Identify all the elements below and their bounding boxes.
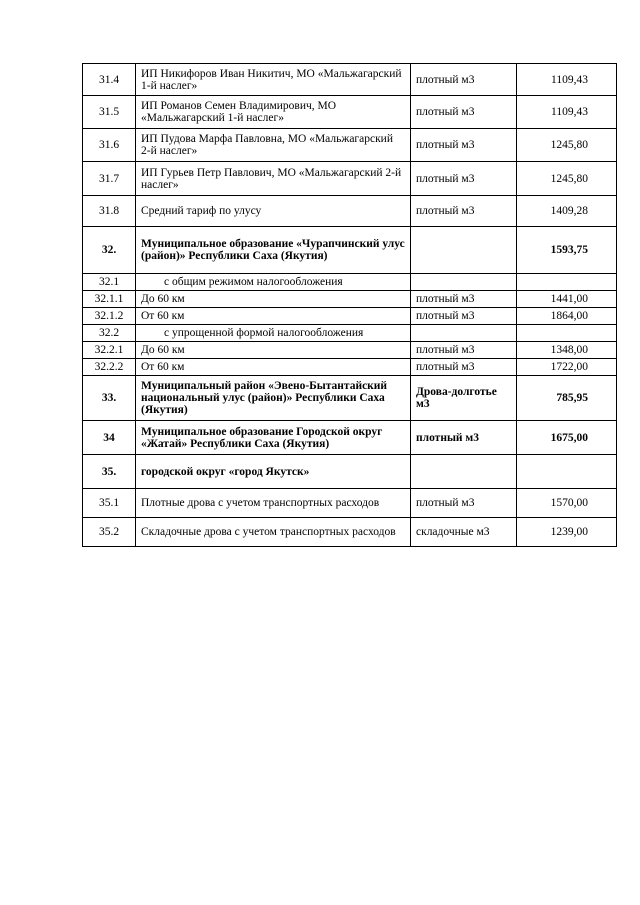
row-name-cell: Средний тариф по улусу xyxy=(136,196,411,227)
table-row xyxy=(83,227,617,274)
row-value-cell: 1109,43 xyxy=(517,64,617,96)
table-row xyxy=(83,162,617,196)
row-number-cell: 35.2 xyxy=(83,518,136,547)
row-unit-cell: плотный м3 xyxy=(411,421,517,455)
row-name-cell: ИП Романов Семен Владимирович, МО «Мальжагарский 1-й наслег» xyxy=(136,96,411,129)
table-row xyxy=(83,455,617,489)
row-name-cell: ИП Никифоров Иван Никитич, МО «Мальжагарский 1-й наслег» xyxy=(136,64,411,96)
row-value-cell xyxy=(517,274,617,291)
row-name-cell: До 60 км xyxy=(136,342,411,359)
table-row xyxy=(83,376,617,421)
row-number-cell: 32.2.1 xyxy=(83,342,136,359)
row-value-cell: 785,95 xyxy=(517,376,617,421)
row-value-cell: 1570,00 xyxy=(517,489,617,518)
row-name-cell: Складочные дрова с учетом транспортных расходов xyxy=(136,518,411,547)
row-unit-cell: плотный м3 xyxy=(411,291,517,308)
row-value-cell xyxy=(517,325,617,342)
row-number-cell: 32. xyxy=(83,227,136,274)
row-unit-cell: плотный м3 xyxy=(411,64,517,96)
row-number-cell: 31.7 xyxy=(83,162,136,196)
row-number-cell: 31.6 xyxy=(83,129,136,162)
table-row xyxy=(83,64,617,96)
row-value-cell: 1245,80 xyxy=(517,129,617,162)
row-value-cell xyxy=(517,455,617,489)
table-row xyxy=(83,291,617,308)
row-value-cell: 1675,00 xyxy=(517,421,617,455)
row-name-cell: От 60 км xyxy=(136,308,411,325)
row-unit-cell: складочные м3 xyxy=(411,518,517,547)
row-unit-cell: плотный м3 xyxy=(411,129,517,162)
row-value-cell: 1348,00 xyxy=(517,342,617,359)
table-row xyxy=(83,325,617,342)
row-value-cell: 1864,00 xyxy=(517,308,617,325)
row-name-cell: ИП Гурьев Петр Павлович, МО «Мальжагарский 2-й наслег» xyxy=(136,162,411,196)
table-row xyxy=(83,518,617,547)
row-unit-cell: плотный м3 xyxy=(411,96,517,129)
table-row xyxy=(83,196,617,227)
table-row xyxy=(83,342,617,359)
row-value-cell: 1245,80 xyxy=(517,162,617,196)
row-number-cell: 31.8 xyxy=(83,196,136,227)
row-name-cell: ИП Пудова Марфа Павловна, МО «Мальжагарский 2-й наслег» xyxy=(136,129,411,162)
row-unit-cell: плотный м3 xyxy=(411,342,517,359)
row-unit-cell: Дрова-долготье м3 xyxy=(411,376,517,421)
row-number-cell: 35.1 xyxy=(83,489,136,518)
row-unit-cell xyxy=(411,455,517,489)
row-name-cell: До 60 км xyxy=(136,291,411,308)
row-value-cell: 1722,00 xyxy=(517,359,617,376)
row-number-cell: 32.2.2 xyxy=(83,359,136,376)
row-name-cell: Муниципальный район «Эвено-Бытантайский национальный улус (район)» Республики Саха (Якутия) xyxy=(136,376,411,421)
row-name-cell: Плотные дрова с учетом транспортных расходов xyxy=(136,489,411,518)
row-unit-cell: плотный м3 xyxy=(411,359,517,376)
row-name-cell: Муниципальное образование «Чурапчинский улус (район)» Республики Саха (Якутия) xyxy=(136,227,411,274)
row-unit-cell xyxy=(411,325,517,342)
row-unit-cell: плотный м3 xyxy=(411,308,517,325)
row-number-cell: 32.1.1 xyxy=(83,291,136,308)
table-row xyxy=(83,274,617,291)
row-number-cell: 32.1.2 xyxy=(83,308,136,325)
row-value-cell: 1441,00 xyxy=(517,291,617,308)
row-number-cell: 32.1 xyxy=(83,274,136,291)
tariff-table-body xyxy=(83,64,617,547)
row-name-cell: От 60 км xyxy=(136,359,411,376)
row-number-cell: 35. xyxy=(83,455,136,489)
table-row xyxy=(83,489,617,518)
row-unit-cell: плотный м3 xyxy=(411,489,517,518)
row-name-cell: с упрощенной формой налогообложения xyxy=(136,325,411,342)
row-unit-cell: плотный м3 xyxy=(411,162,517,196)
row-number-cell: 31.4 xyxy=(83,64,136,96)
tariff-table xyxy=(82,63,617,547)
table-row xyxy=(83,421,617,455)
row-name-cell: городской округ «город Якутск» xyxy=(136,455,411,489)
row-number-cell: 34 xyxy=(83,421,136,455)
row-value-cell: 1409,28 xyxy=(517,196,617,227)
row-number-cell: 31.5 xyxy=(83,96,136,129)
row-name-cell: Муниципальное образование Городской округ «Жатай» Республики Саха (Якутия) xyxy=(136,421,411,455)
table-row xyxy=(83,359,617,376)
row-value-cell: 1593,75 xyxy=(517,227,617,274)
row-unit-cell xyxy=(411,274,517,291)
row-unit-cell xyxy=(411,227,517,274)
row-unit-cell: плотный м3 xyxy=(411,196,517,227)
row-name-cell: с общим режимом налогообложения xyxy=(136,274,411,291)
row-number-cell: 33. xyxy=(83,376,136,421)
table-row xyxy=(83,96,617,129)
table-row xyxy=(83,129,617,162)
table-row xyxy=(83,308,617,325)
row-value-cell: 1109,43 xyxy=(517,96,617,129)
row-number-cell: 32.2 xyxy=(83,325,136,342)
row-value-cell: 1239,00 xyxy=(517,518,617,547)
